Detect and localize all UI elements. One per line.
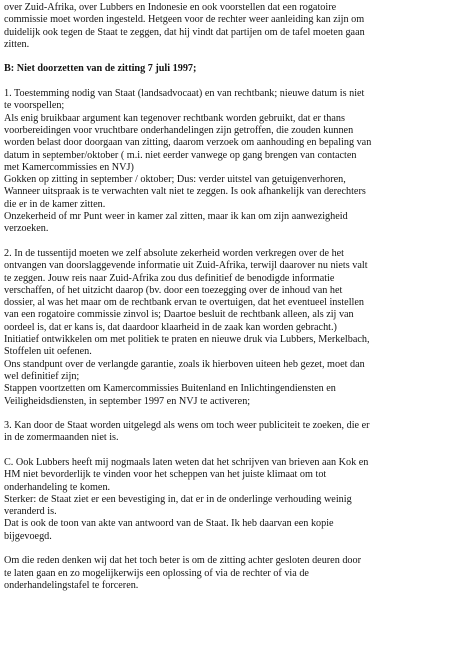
text-line: die er in de kamer zitten. (4, 198, 106, 210)
text-line: Stoffelen uit oefenen. (4, 346, 92, 358)
point-2 (4, 248, 445, 408)
text-line: ontvangen van doorslaggevende informatie uit Zuid-Afrika, terwijl daarover nu niets valt (4, 260, 368, 272)
text-line: oordeel is, dat er kans is, dat daardoor klaarheid in de zaak kan worden gebracht.) (4, 321, 337, 333)
text-line: Wanneer uitspraak is te verwachten valt niet te zeggen. Is ook afhankelijk van derechters (4, 186, 366, 198)
paragraph-gap (4, 543, 445, 555)
text-line: van een rogatoire commissie zinvol is; Daartoe besluit de rechtbank alleen, als zij van (4, 309, 354, 321)
point-3 (4, 420, 445, 445)
text-line: met Kamercommissies en NVJ) (4, 161, 134, 173)
text-line: in de zomermaanden niet is. (4, 432, 119, 444)
paragraph-gap (4, 51, 445, 63)
text-line: duidelijk ook tegen de Staat te zeggen, dat hij vindt dat partijen om de tafel moeten gaan (4, 26, 365, 38)
text-line: dossier, al was het maar om de rechtbank ervan te overtuigen, dat het eventueel instellen (4, 297, 364, 309)
text-line: Stappen voortzetten om Kamercommissies Buitenland en Inlichtingendiensten en (4, 383, 336, 395)
section-b (4, 63, 445, 75)
text-line: datum in september/oktober ( m.i. niet eerder vanwege op gang brengen van contacten (4, 149, 357, 161)
text-line: Dat is ook de toon van akte van antwoord van de Staat. Ik heb daarvan een kopie (4, 518, 334, 530)
paragraph-gap (4, 236, 445, 248)
document-page (4, 2, 445, 592)
closing-paragraph (4, 555, 445, 592)
text-line: verzoeken. (4, 223, 49, 235)
text-line: commissie moet worden ingesteld. Hetgeen voor de rechter weer aanleiding kan zijn om (4, 14, 365, 26)
paragraph-gap (4, 408, 445, 420)
section-b-heading: B: Niet doorzetten van de zitting 7 juli 1997; (4, 63, 197, 75)
text-line: te zeggen. Jouw reis naar Zuid-Afrika zou dus definitief de benodigde informatie (4, 272, 335, 284)
text-line: wel definitief zijn; (4, 370, 80, 382)
text-line: C. Ook Lubbers heeft mij nogmaals laten weten dat het schrijven van brieven aan Kok en (4, 456, 369, 468)
text-line: onderhandeling te komen. (4, 481, 111, 493)
text-line: Onzekerheid of mr Punt weer in kamer zal zitten, maar ik kan om zijn aanwezigheid (4, 211, 348, 223)
text-line: veranderd is. (4, 506, 57, 518)
text-line: over Zuid-Afrika, over Lubbers en Indonesie en ook voorstellen dat een rogatoire (4, 2, 337, 13)
paragraph-gap (4, 76, 445, 88)
point-1 (4, 88, 445, 236)
text-line: Initiatief ontwikkelen om met politiek te praten en nieuwe druk via Lubbers, Merkelbach, (4, 334, 370, 346)
text-line: voorbereidingen voor vruchtbare onderhandelingen zijn getroffen, die zouden kunnen (4, 124, 354, 136)
text-line: te voorspellen; (4, 100, 65, 112)
text-line: Veiligheidsdiensten, in september 1997 en NVJ te activeren; (4, 395, 251, 407)
text-line: onderhandelingstafel te forceren. (4, 579, 139, 591)
text-line: worden belast door doorgaan van zitting, daarom verzoek om aanhouding en bepaling van (4, 137, 372, 149)
text-line: Als enig bruikbaar argument kan tegenover rechtbank worden gebruikt, dat er thans (4, 112, 345, 124)
text-line: Ons standpunt over de verlangde garantie, zoals ik hierboven uiteen heb gezet, moet dan (4, 358, 365, 370)
text-line: Sterker: de Staat ziet er een bevestiging in, dat er in de onderlinge verhouding weinig (4, 493, 352, 505)
text-line: bijgevoegd. (4, 530, 52, 542)
text-line: 3. Kan door de Staat worden uitgelegd als wens om toch weer publiciteit te zoeken, die er (4, 420, 370, 432)
text-line: 1. Toestemming nodig van Staat (landsadvocaat) en van rechtbank; nieuwe datum is niet (4, 88, 365, 100)
intro-paragraph (4, 2, 445, 51)
text-line: te laten gaan en zo mogelijkerwijs een oplossing of via de rechter of via de (4, 567, 309, 579)
text-line: HM niet bevorderlijk te vinden voor het scheppen van het juiste klimaat om tot (4, 469, 327, 481)
text-line: Gokken op zitting in september / oktober; Dus: verder uitstel van getuigenverhoren, (4, 174, 346, 186)
text-line: zitten. (4, 38, 30, 50)
paragraph-gap (4, 445, 445, 457)
text-line: verschaffen, of het uitzicht daarop (bv. door een toezegging over de inhoud van het (4, 284, 343, 296)
point-c (4, 457, 445, 543)
text-line: 2. In de tussentijd moeten we zelf absolute zekerheid worden verkregen over de het (4, 247, 345, 259)
text-line: Om die reden denken wij dat het toch beter is om de zitting achter gesloten deuren door (4, 555, 362, 567)
